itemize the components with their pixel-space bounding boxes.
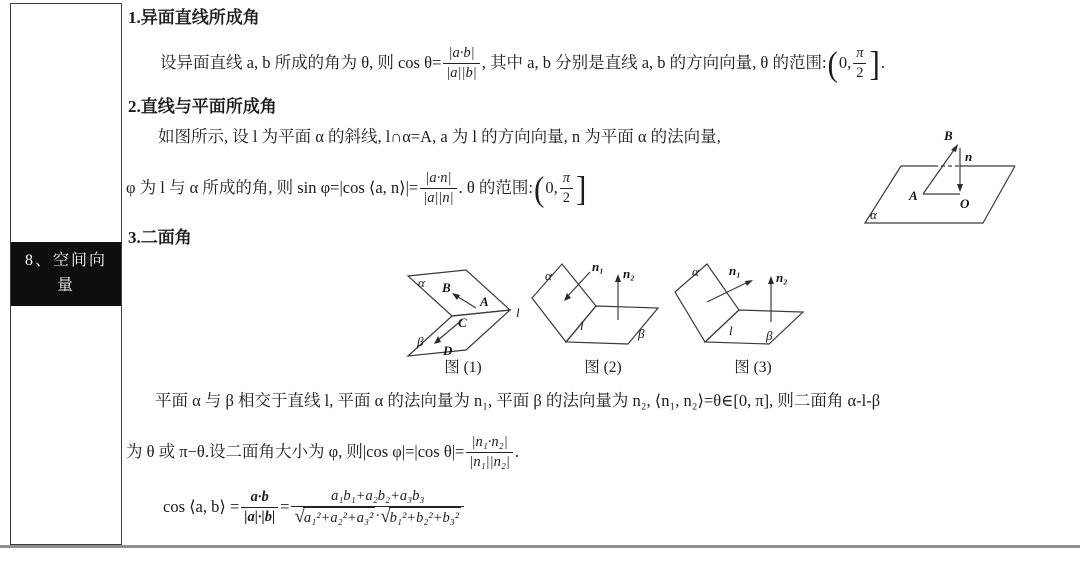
row-header-badge	[11, 242, 121, 306]
fig3-n2-arrowhead	[768, 276, 774, 284]
fig2-n2-arrowhead	[615, 274, 621, 282]
fig1-label-C: C	[458, 315, 467, 330]
coordinate-formula-line	[163, 478, 466, 536]
section1-heading: 1.异面直线所成角	[128, 8, 260, 27]
vector-AB-arrowhead	[951, 144, 958, 152]
formula-fraction-2	[291, 487, 464, 526]
formula-f2-den	[291, 506, 464, 527]
fig3-label-n2: n₂	[776, 270, 788, 285]
s2-frac-num: |a·n|	[425, 170, 452, 187]
sqrt-term-2	[380, 507, 461, 527]
s1-frac-den: |a||b|	[443, 63, 479, 82]
formula-f1-den: |a|·|b|	[241, 507, 278, 526]
s2-text-mid: . θ 的范围:	[458, 178, 534, 198]
formula-fraction-1	[241, 488, 278, 525]
fig1-arrow-AB-head	[452, 293, 460, 300]
fig2-label-n2: n₂	[623, 266, 635, 281]
section1-formula-line	[160, 42, 885, 84]
row-header-line1: 8、空间向	[24, 252, 107, 270]
formula-f2-num: a₁b₁+a₂b₂+a₃b₃	[331, 488, 425, 505]
s1-text-pre: 设异面直线 a, b 所成的角为 θ, 则 cos θ=	[160, 53, 442, 73]
s1-range-zero: 0,	[838, 53, 852, 73]
s1-range-fraction	[853, 44, 866, 81]
s3-para2-pre: 为 θ 或 π−θ.设二面角大小为 φ, 则|cos φ|=|cos θ|=	[126, 442, 465, 462]
section2-text-line1: 如图所示, 设 l 为平面 α 的斜线, l∩α=A, a 为 l 的方向向量, n 为平面 α 的法向量,	[158, 127, 721, 146]
fig3-label-l: l	[729, 323, 733, 338]
s1-text-end: .	[880, 53, 885, 73]
label-A: A	[909, 188, 918, 203]
dihedral-figure-3	[663, 252, 843, 367]
s1-text-mid: , 其中 a, b 分别是直线 a, b 的方向向量, θ 的范围:	[481, 53, 827, 73]
radical-dot: ·	[375, 507, 381, 524]
fig1-label-B: B	[442, 280, 451, 295]
dihedral-figure-1	[388, 266, 538, 366]
fig1-caption: 图 (1)	[444, 359, 482, 376]
section3-paragraph-line2	[126, 430, 519, 474]
fig3-label-n1: n₁	[729, 263, 741, 278]
row-header-cell	[10, 3, 122, 545]
formula-lhs: cos ⟨a, b⟩ =	[163, 497, 240, 517]
section3-heading: 3.二面角	[128, 228, 192, 247]
fig1-label-l: l	[516, 305, 520, 320]
fig1-label-beta: β	[417, 334, 424, 349]
fig1-label-alpha: α	[418, 275, 425, 290]
fig2-label-l: l	[580, 318, 584, 333]
fig2-caption: 图 (2)	[584, 359, 622, 376]
fig2-label-beta: β	[638, 326, 645, 341]
fig1-label-A: A	[480, 294, 489, 309]
label-alpha: α	[870, 207, 877, 222]
fig2-label-n1: n₁	[592, 259, 604, 274]
row-header-line2: 量	[56, 277, 75, 294]
radicand-1: a₁²+a₂²+a₃²	[303, 507, 375, 527]
fig3-caption: 图 (3)	[734, 359, 772, 376]
section2-formula-line	[126, 166, 587, 210]
fig3-n1-arrowhead	[745, 280, 753, 286]
fig2-label-alpha: α	[545, 268, 552, 283]
s1-frac-num: |a·b|	[448, 45, 475, 62]
s1-range-close-bracket: ]	[869, 43, 880, 83]
s2-frac-den: |a||n|	[420, 188, 456, 207]
s1-range-open-paren: (	[827, 43, 838, 83]
s2-fraction	[420, 169, 456, 206]
label-n: n	[965, 149, 973, 164]
sqrt-term-1	[294, 507, 375, 527]
section3-paragraph-line1: 平面 α 与 β 相交于直线 l, 平面 α 的法向量为 n₁, 平面 β 的法向量为 n₂, ⟨n₁, n₂⟩=θ∈[0, π], 则二面角 α-l-β	[155, 391, 881, 410]
fig3-label-alpha: α	[692, 264, 699, 279]
s3-para2-end: .	[514, 442, 519, 462]
s3-para2-fraction	[466, 433, 513, 470]
s3-para2-den: |n₁||n₂|	[466, 452, 513, 471]
bottom-divider	[0, 545, 1080, 548]
s1-fraction	[443, 44, 479, 81]
vector-n-arrowhead	[957, 184, 963, 192]
s2-range-close-bracket: ]	[576, 168, 587, 208]
s2-range-open-paren: (	[534, 168, 545, 208]
s2-range-den: 2	[560, 188, 573, 207]
radical-sign-2: √	[380, 505, 391, 527]
line-plane-angle-diagram	[848, 126, 1080, 234]
fig3-label-beta: β	[766, 328, 773, 343]
label-O: O	[960, 196, 970, 211]
s2-range-zero: 0,	[545, 178, 558, 198]
radicand-2: b₁²+b₂²+b₃²	[389, 507, 461, 527]
s2-range-num: π	[562, 170, 570, 187]
s2-range-fraction	[560, 169, 573, 206]
formula-f1-num: a·b	[250, 489, 269, 506]
s1-range-den: 2	[853, 63, 866, 82]
label-B: B	[944, 128, 953, 143]
s1-range-num: π	[856, 45, 864, 62]
formula-equals: =	[280, 497, 290, 517]
s2-text-pre: φ 为 l 与 α 所成的角, 则 sin φ=|cos ⟨a, n⟩|=	[126, 178, 419, 198]
fig1-label-D: D	[443, 343, 453, 358]
section2-heading: 2.直线与平面所成角	[128, 97, 277, 116]
fig1-arrow-CD-head	[434, 336, 441, 344]
radical-sign-1: √	[294, 505, 305, 527]
s3-para2-num: |n₁·n₂|	[471, 434, 508, 451]
